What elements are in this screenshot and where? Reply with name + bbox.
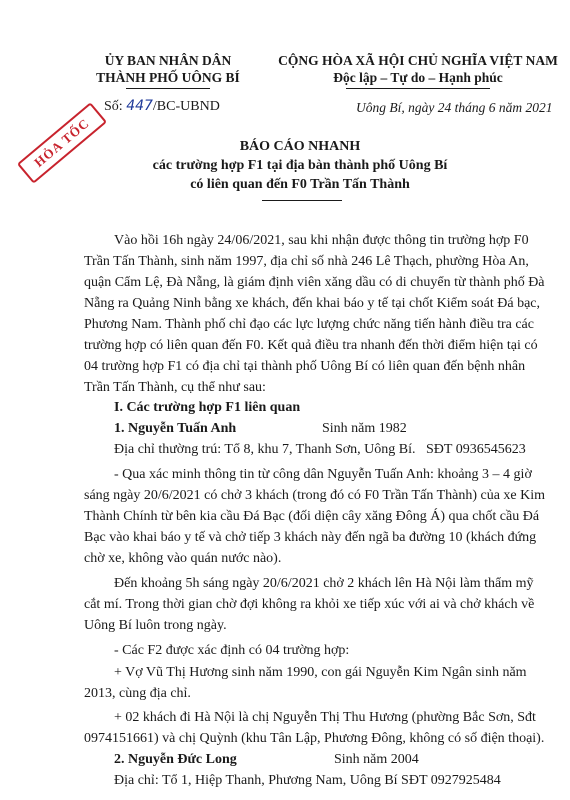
urgent-stamp <box>17 102 107 184</box>
paragraph-line: Đến khoảng 5h sáng ngày 20/6/2021 chở 2 khách lên Hà Nội làm thẩm mỹ <box>114 576 534 591</box>
paragraph-1 <box>84 464 546 569</box>
paragraph-5 <box>84 707 545 749</box>
paragraph-line: Thành Chính từ bên kia cầu Đá Bạc (đối diện cây xăng Đông Á) qua chốt cầu Đá <box>84 509 540 524</box>
nation-motto: Độc lập – Tự do – Hạnh phúc <box>333 70 503 85</box>
intro-line: Phương Nam. Thành phố chỉ đạo các lực lượng chức năng tiến hành điều tra các <box>84 317 534 332</box>
number-handwritten: 447 <box>126 98 153 114</box>
paragraph-line: Bạc vào khai báo y tế và chở tiếp 3 khách này đến ngã ba đường 10 (khách đứng <box>84 530 537 545</box>
person1-birth: Sinh năm 1982 <box>322 421 407 436</box>
paragraph-line: sáng ngày 20/6/2021 có chở 3 khách (trong đó có F0 Trần Tấn Thành) của xe Kim <box>84 488 546 503</box>
paragraph-line: + Vợ Vũ Thị Hương sinh năm 1990, con gái Nguyễn Kim Ngân sinh năm <box>114 665 527 680</box>
paragraph-line: - Các F2 được xác định có 04 trường hợp: <box>114 643 350 658</box>
intro-line: Nẵng ra Quảng Ninh bằng xe khách, đến khai báo y tế tại chốt Kiểm soát Đá bạc, <box>84 296 541 311</box>
agency-name-line1: ỦY BAN NHÂN DÂN <box>104 53 232 68</box>
title-underline <box>262 200 342 201</box>
section-heading: I. Các trường hợp F1 liên quan <box>114 400 301 415</box>
person2-name: 2. Nguyễn Đức Long <box>114 752 237 767</box>
intro-line: quận Cẩm Lệ, Đà Nẵng, là giám định viên xăng dầu có di chuyển từ thành phố Đà <box>84 275 545 290</box>
report-subtitle-2: có liên quan đến F0 Trần Tấn Thành <box>190 177 410 192</box>
nation-name: CỘNG HÒA XÃ HỘI CHỦ NGHĨA VIỆT NAM <box>278 53 558 68</box>
paragraph-line: + 02 khách đi Hà Nội là chị Nguyễn Thị Thu Hương (phường Bắc Sơn, Sđt <box>114 710 536 725</box>
intro-line: Trần Tấn Thành, sinh năm 1997, địa chỉ số nhà 246 Lê Thạch, phường Hòa An, <box>84 254 529 269</box>
paragraph-line: chờ xe, không vào quán nước nào). <box>84 551 282 566</box>
agency-underline <box>126 88 210 89</box>
paragraph-line: Uông Bí luôn trong ngày. <box>84 618 227 633</box>
motto-underline <box>346 88 490 89</box>
paragraph-line: - Qua xác minh thông tin từ công dân Nguyễn Tuấn Anh: khoảng 3 – 4 giờ <box>114 467 532 482</box>
person1-name: 1. Nguyễn Tuấn Anh <box>114 421 237 436</box>
number-prefix: Số: <box>104 99 123 114</box>
paragraph-3 <box>114 640 524 661</box>
urgent-stamp-text: HỎA TỐC <box>17 102 107 184</box>
person2-birth: Sinh năm 2004 <box>334 752 419 767</box>
person1-address: Địa chỉ thường trú: Tổ 8, khu 7, Thanh Sơn, Uông Bí. <box>114 442 416 457</box>
report-title: BÁO CÁO NHANH <box>239 139 361 154</box>
intro-line: 04 trường hợp F1 có địa chỉ tại thành phố Uông Bí có liên quan đến bệnh nhân <box>84 359 526 374</box>
person1-phone: SĐT 0936545623 <box>426 442 526 457</box>
agency-name-line2: THÀNH PHỐ UÔNG BÍ <box>96 70 240 85</box>
paragraph-2 <box>84 573 535 636</box>
paragraph-line: cắt mí. Trong thời gian chờ đợi không ra khỏi xe tiếp xúc với ai và chở khách về <box>84 597 535 612</box>
intro-line: trường hợp có liên quan đến F0. Kết quả điều tra nhanh đến thời điểm hiện tại có <box>84 338 538 353</box>
intro-line: Trần Tấn Thành, cụ thể như sau: <box>84 380 266 395</box>
document-number <box>104 98 220 115</box>
intro-paragraph <box>84 230 545 398</box>
place-date: Uông Bí, ngày 24 tháng 6 năm 2021 <box>356 100 553 115</box>
paragraph-4 <box>84 662 527 704</box>
paragraph-line: 0974151661) và chị Quỳnh (khu Tân Lập, Phương Đông, không có số điện thoại). <box>84 731 545 746</box>
paragraph-line: 2013, cùng địa chỉ. <box>84 686 191 701</box>
report-subtitle-1: các trường hợp F1 tại địa bàn thành phố Uông Bí <box>152 158 448 173</box>
intro-line: Vào hồi 16h ngày 24/06/2021, sau khi nhận được thông tin trường hợp F0 <box>114 233 529 248</box>
person2-address: Địa chỉ: Tổ 1, Hiệp Thanh, Phương Nam, Uông Bí SĐT 0927925484 <box>114 773 501 788</box>
number-suffix: /BC-UBND <box>152 99 220 114</box>
